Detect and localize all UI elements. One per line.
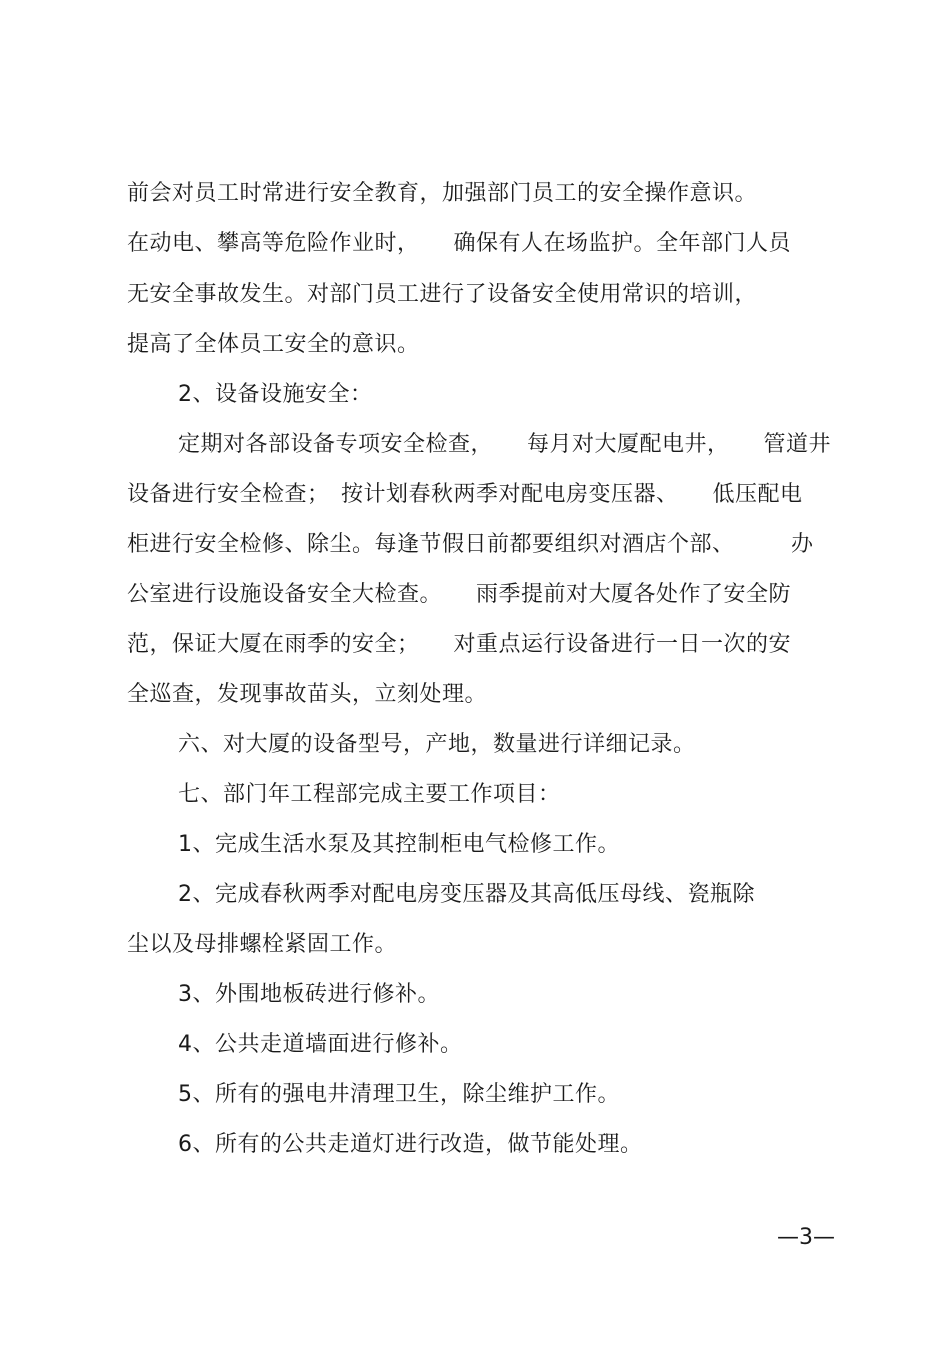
- text-line-1: 前会对员工时常进行安全教育，加强部门员工的安全操作意识。: [127, 181, 758, 206]
- text-line-15: 2、完成春秋两季对配电房变压器及其高低压母线、瓷瓶除: [178, 882, 755, 907]
- text-line-6: 定期对各部设备专项安全检查， 每月对大厦配电井， 管道井: [178, 432, 832, 457]
- text-line-18: 4、公共走道墙面进行修补。: [178, 1032, 463, 1057]
- text-line-19: 5、所有的强电井清理卫生，除尘维护工作。: [178, 1082, 620, 1107]
- text-line-11: 全巡查，发现事故苗头，立刻处理。: [127, 682, 488, 707]
- text-line-14: 1、完成生活水泵及其控制柜电气检修工作。: [178, 832, 620, 857]
- page-number: —3—: [777, 1225, 835, 1250]
- text-line-3: 无安全事故发生。对部门员工进行了设备安全使用常识的培训，: [127, 282, 758, 307]
- text-line-16: 尘以及母排螺栓紧固工作。: [127, 932, 398, 957]
- text-line-4: 提高了全体员工安全的意识。: [127, 332, 420, 357]
- text-line-13: 七、部门年工程部完成主要工作项目：: [178, 782, 561, 807]
- text-line-10: 范，保证大厦在雨季的安全； 对重点运行设备进行一日一次的安: [127, 632, 792, 657]
- text-line-17: 3、外围地板砖进行修补。: [178, 982, 440, 1007]
- text-line-9: 公室进行设施设备安全大检查。 雨季提前对大厦各处作了安全防: [127, 582, 792, 607]
- text-line-8: 柜进行安全检修、除尘。每逢节假日前都要组织对酒店个部、 办: [127, 532, 814, 557]
- text-line-12: 六、对大厦的设备型号，产地，数量进行详细记录。: [178, 732, 696, 757]
- text-line-5: 2、设备设施安全：: [178, 382, 373, 407]
- text-line-20: 6、所有的公共走道灯进行改造，做节能处理。: [178, 1132, 643, 1157]
- text-line-2: 在动电、攀高等危险作业时， 确保有人在场监护。全年部门人员: [127, 231, 792, 256]
- text-line-7: 设备进行安全检查； 按计划春秋两季对配电房变压器、 低压配电: [127, 482, 803, 507]
